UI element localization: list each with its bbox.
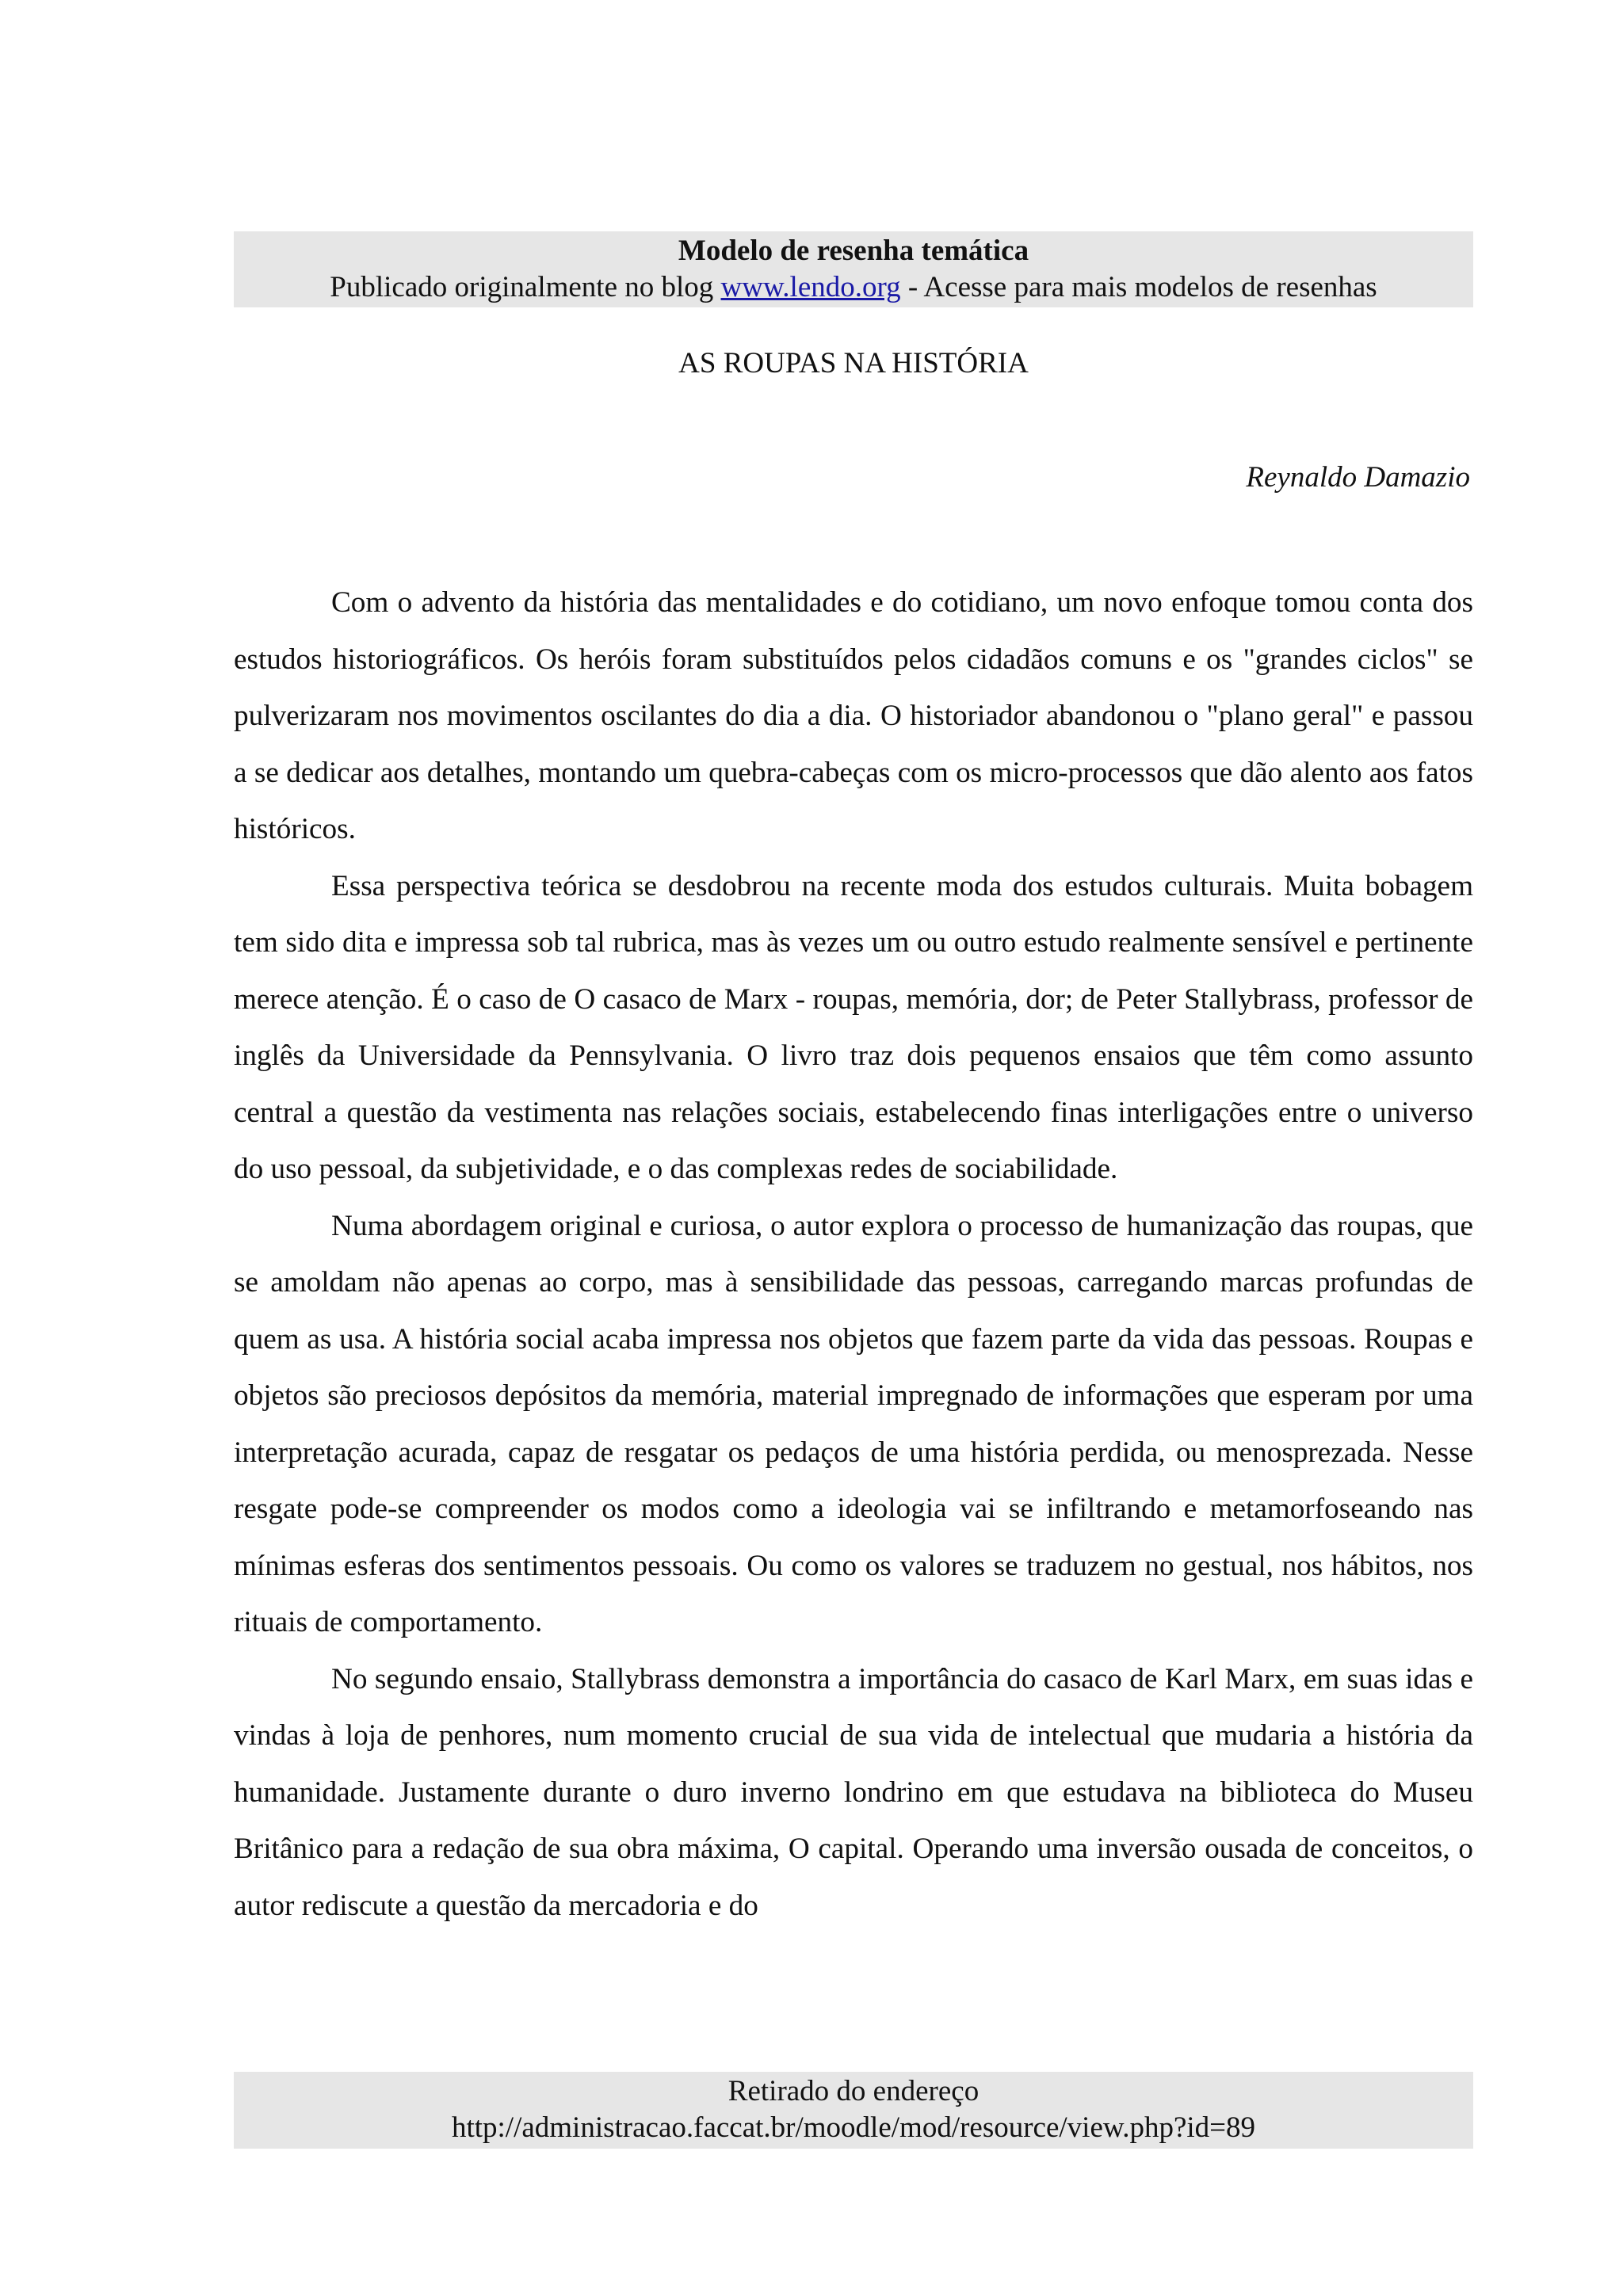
header-publication-line <box>234 269 1473 306</box>
document-title: AS ROUPAS NA HISTÓRIA <box>678 347 1029 379</box>
header-line-suffix: - Acesse para mais modelos de resenhas <box>900 271 1377 303</box>
header-title: Modelo de resenha temática <box>678 235 1029 267</box>
paragraph-4: No segundo ensaio, Stallybrass demonstra a importância do casaco de Karl Marx, em suas idas e vindas à loja de penhores, num momento crucial de sua vida de intelectual que mudaria a história da humanidade. Justamente durante o duro inverno londrino em que estudava na biblioteca do Museu Britânico para a redação de sua obra máxima, O capital. Operando uma inversão ousada de conceitos, o autor rediscute a questão da mercadoria e do <box>234 1662 1473 1922</box>
blog-link[interactable]: www.lendo.org <box>720 271 901 303</box>
footer-banner <box>234 2072 1473 2149</box>
paragraph-3: Numa abordagem original e curiosa, o autor explora o processo de humanização das roupas, que se amoldam não apenas ao corpo, mas à sensibilidade das pessoas, carregando marcas profundas de quem as usa. A história social acaba impressa nos objetos que fazem parte da vida das pessoas. Roupas e objetos são preciosos depósitos da memória, material impregnado de informações que esperam por uma interpretação acurada, capaz de resgatar os pedaços de uma história perdida, ou menosprezada. Nesse resgate pode-se compreender os modos como a ideologia vai se infiltrando e metamorfoseando nas mínimas esferas dos sentimentos pessoais. Ou como os valores se traduzem no gestual, nos hábitos, nos rituais de comportamento. <box>234 1209 1473 1638</box>
footer-source-label: Retirado do endereço <box>727 2075 980 2107</box>
paragraph-1: Com o advento da história das mentalidades e do cotidiano, um novo enfoque tomou conta dos estudos historiográficos. Os heróis foram substituídos pelos cidadãos comuns e os "grandes ciclos" se pulverizaram nos movimentos oscilantes do dia a dia. O historiador abandonou o "plano geral" e passou a se dedicar aos detalhes, montando um quebra-cabeças com os micro-processos que dão alento aos fatos históricos. <box>234 586 1473 845</box>
paragraph-2: Essa perspectiva teórica se desdobrou na recente moda dos estudos culturais. Muita bobagem tem sido dita e impressa sob tal rubrica, mas às vezes um ou outro estudo realmente sensível e pertinente merece atenção. É o caso de O casaco de Marx - roupas, memória, dor; de Peter Stallybrass, professor de inglês da Universidade da Pennsylvania. O livro traz dois pequenos ensaios que têm como assunto central a questão da vestimenta nas relações sociais, estabelecendo finas interligações entre o universo do uso pessoal, da subjetividade, e o das complexas redes de sociabilidade. <box>234 869 1473 1185</box>
footer-source-url: http://administracao.faccat.br/moodle/mod/resource/view.php?id=89 <box>451 2111 1256 2144</box>
header-line-prefix: Publicado originalmente no blog <box>330 271 721 303</box>
document-body <box>234 574 1473 1934</box>
author-name: Reynaldo Damazio <box>1246 461 1470 494</box>
header-banner <box>234 231 1473 307</box>
